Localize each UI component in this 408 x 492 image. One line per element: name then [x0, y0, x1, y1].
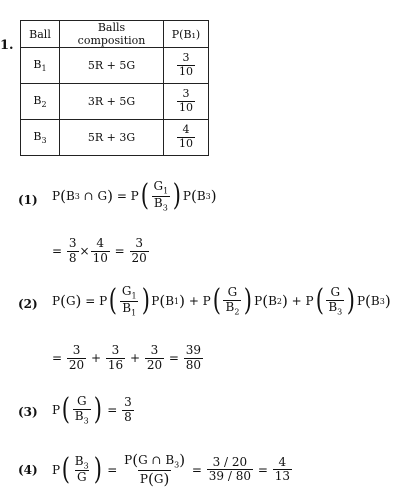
header-probability: P(B₁): [164, 21, 209, 48]
part-label: (3): [18, 405, 38, 419]
equation-2-step: = $\frac{3}{20}$ + $\frac{3}{16}$ + $\frac{3}{20}$ = $\frac{39}{80}$: [52, 343, 202, 372]
equation-1: P ( B 3 ∩ G ) = P ( $\frac{G_1}{B_3}$ ) P ( B 3 ): [52, 178, 217, 214]
cell-probability: $\frac{3}{10}$: [164, 48, 209, 84]
table-row: [21, 84, 209, 120]
part-label: (1): [18, 193, 38, 207]
header-composition: Balls composition: [60, 21, 164, 48]
part-label: (4): [18, 463, 38, 477]
equation-3: P ( $\frac{G}{B_3}$ ) = $\frac{3}{8}$: [52, 392, 132, 428]
question-number: 1.: [0, 38, 14, 53]
cell-probability: $\frac{3}{10}$: [164, 84, 209, 120]
part-label: (2): [18, 297, 38, 311]
cell-ball: $B_3$: [21, 120, 60, 156]
cell-composition: 3R + 5G: [60, 84, 164, 120]
cell-composition: 5R + 5G: [60, 48, 164, 84]
cell-ball: $B_1$: [21, 48, 60, 84]
table-row: [21, 48, 209, 84]
header-ball: Ball: [21, 21, 60, 48]
table-header-row: [21, 21, 209, 48]
equation-4: P ( $\frac{B_3}{G}$ ) = $\frac{P(G \cap B_3)}{P(G)}$ = $\frac{3 / 20}{39 / 80}$ = $\frac{4}{13}$: [52, 451, 290, 488]
cell-probability: $\frac{4}{10}$: [164, 120, 209, 156]
equation-2: P ( G ) = P ( $\frac{G_1}{B_1}$ ) P ( B 1 ) + P ( $\frac{G}{B_2}$ ) P ( B 2 ) + P ( $\frac{G}{B_3}$ ) P ( B 3 ): [52, 283, 391, 319]
table-row: [21, 120, 209, 156]
equation-1-step: = $\frac{3}{8}$ × $\frac{4}{10}$ = $\frac{3}{20}$: [52, 236, 147, 265]
balls-table: [20, 20, 209, 156]
cell-composition: 5R + 3G: [60, 120, 164, 156]
cell-ball: $B_2$: [21, 84, 60, 120]
